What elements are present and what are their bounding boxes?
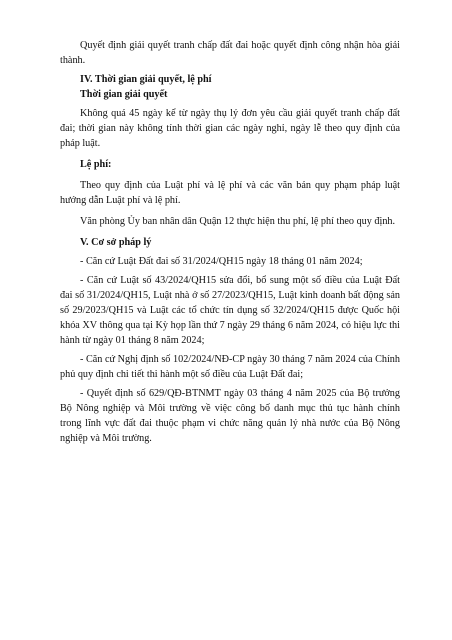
heading-section-v: V. Cơ sở pháp lý — [80, 237, 152, 248]
legal-basis-item: - Căn cứ Nghị định số 102/2024/NĐ-CP ngày 30 tháng 7 năm 2024 của Chính phủ quy định chi tiết thi hành một số điều của Luật Đất đai; — [60, 354, 400, 380]
legal-basis-item: - Căn cứ Luật số 43/2024/QH15 sửa đổi, bổ sung một số điều của Luật Đất đai số 31/2024/QH15, Luật nhà ở số 27/2023/QH15, Luật kinh doanh bất động sản số 29/2023/QH15 và Luật các tổ chức tín dụng số 32/2024/QH15 được Quốc hội khóa XV thông qua tại Kỳ họp lần thứ 7 ngày 29 tháng 6 năm 2024, có hiệu lực thi hành từ ngày 01 tháng 8 năm 2024; — [60, 275, 400, 346]
paragraph-fee-2: Văn phòng Ủy ban nhân dân Quận 12 thực hiện thu phí, lệ phí theo quy định. — [80, 216, 396, 227]
document-page — [60, 38, 400, 446]
legal-basis-item: - Căn cứ Luật Đất đai số 31/2024/QH15 ngày 18 tháng 01 năm 2024; — [80, 256, 363, 267]
heading-section-iv: IV. Thời gian giải quyết, lệ phí — [80, 74, 212, 85]
heading-fee: Lệ phí: — [80, 159, 112, 170]
heading-processing-time: Thời gian giải quyết — [80, 89, 168, 100]
paragraph-decision: Quyết định giải quyết tranh chấp đất đai hoặc quyết định công nhận hòa giải thành. — [60, 40, 400, 66]
paragraph-processing-time: Không quá 45 ngày kể từ ngày thụ lý đơn yêu cầu giải quyết tranh chấp đất đai; thời gian này không tính thời gian các ngày nghỉ, ngày lễ theo quy định của pháp luật. — [60, 108, 400, 149]
legal-basis-item: - Quyết định số 629/QĐ-BTNMT ngày 03 tháng 4 năm 2025 của Bộ trưởng Bộ Nông nghiệp và Môi trường về việc công bố danh mục thủ tục hành chính trong lĩnh vực đất đai thuộc phạm vi chức năng quản lý nhà nước của Bộ Nông nghiệp và Môi trường. — [60, 388, 400, 444]
paragraph-fee-1: Theo quy định của Luật phí và lệ phí và các văn bản quy phạm pháp luật hướng dẫn Luật phí và lệ phí. — [60, 180, 400, 206]
